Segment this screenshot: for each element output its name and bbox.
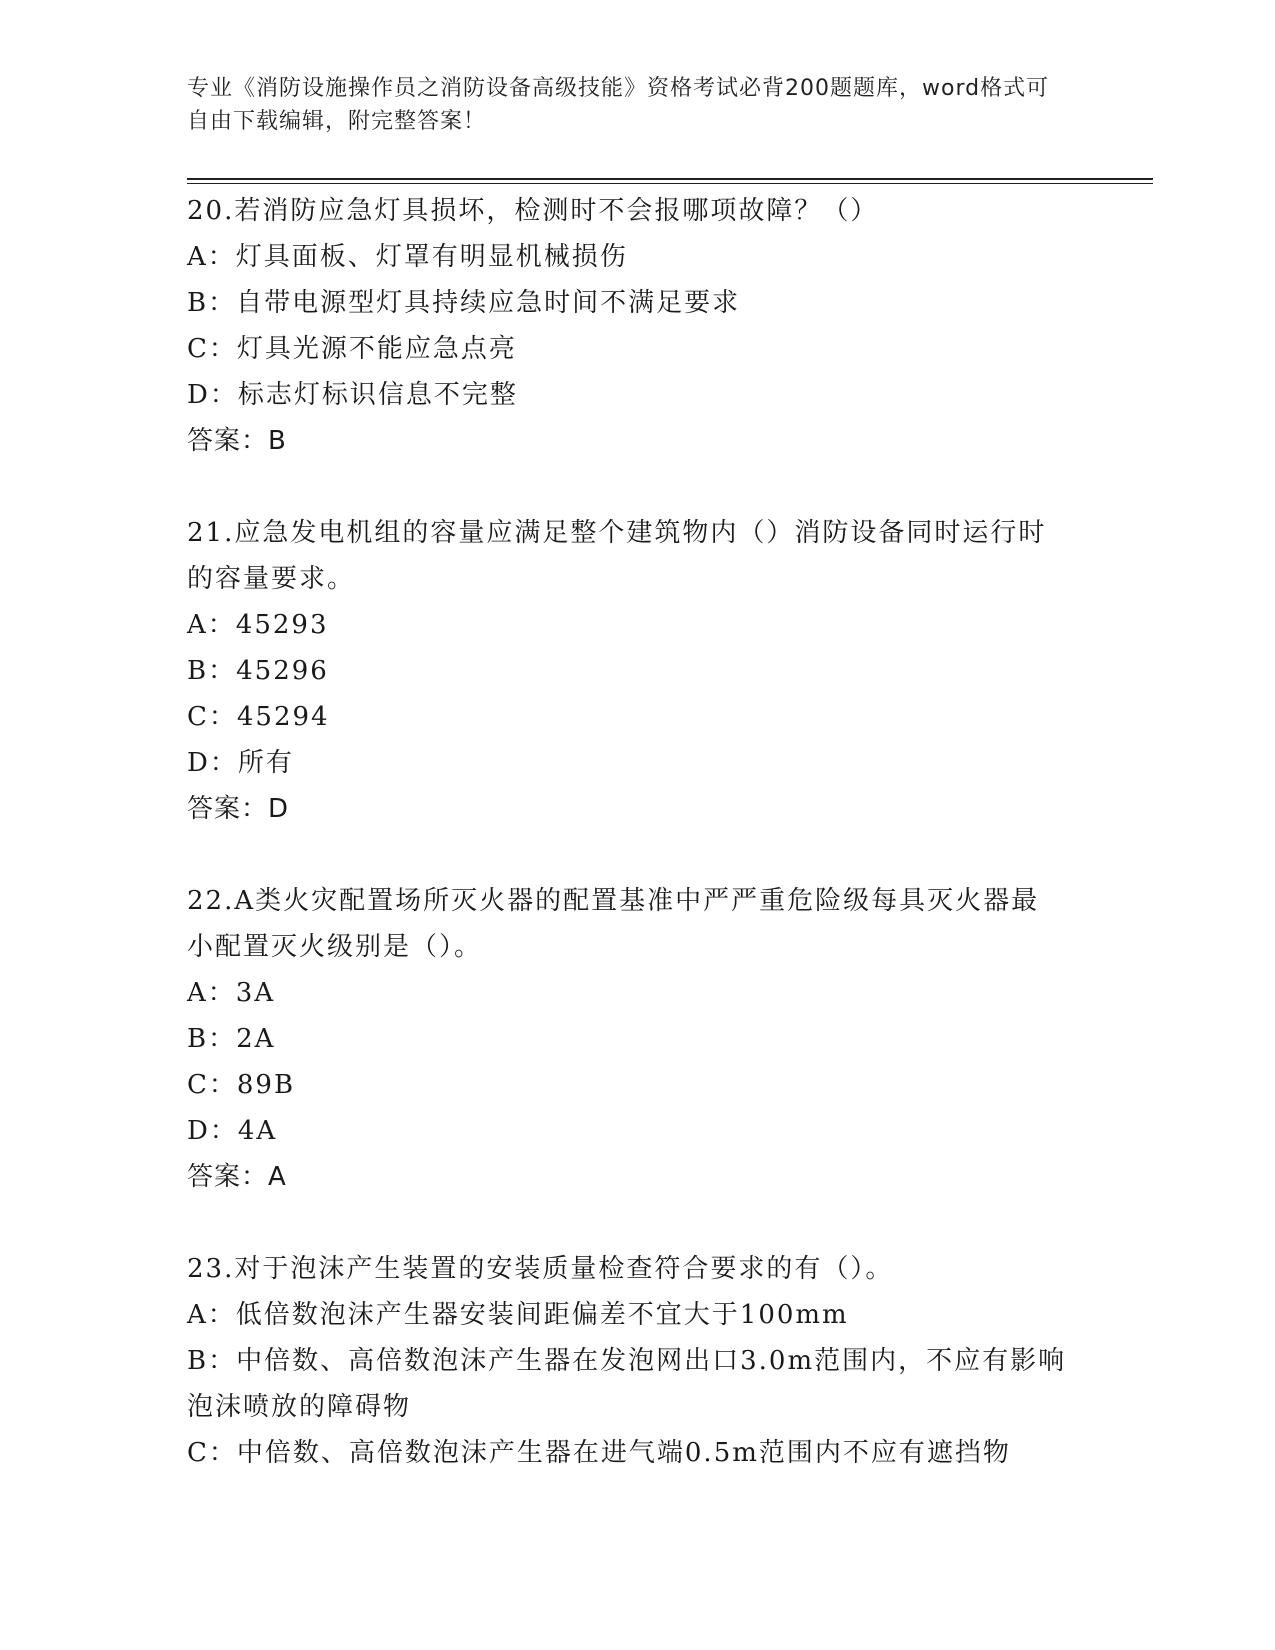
option-b: B：2A [187,1024,276,1054]
option-c: C：灯具光源不能应急点亮 [187,334,517,364]
option-c: C：45294 [187,702,330,732]
document-header: 专业《消防设施操作员之消防设备高级技能》资格考试必背200题题库，word格式可自由下载编辑，附完整答案！ [187,76,1050,134]
question-21 [187,510,1087,832]
header-rule-thick [187,178,1153,180]
option-d: D：所有 [187,748,294,778]
question-20 [187,188,1087,464]
option-b: B：45296 [187,656,329,686]
option-d: D：标志灯标识信息不完整 [187,380,518,410]
header-rule-thin [187,183,1153,184]
question-list [187,188,1087,1522]
option-a: A：3A [187,978,276,1008]
option-b: B：自带电源型灯具持续应急时间不满足要求 [187,288,741,318]
option-c: C：中倍数、高倍数泡沫产生器在进气端0.5m范围内不应有遮挡物 [187,1438,1011,1468]
answer-label: 答案：B [187,426,287,456]
option-b: B：中倍数、高倍数泡沫产生器在发泡网出口3.0m范围内，不应有影响泡沫喷放的障碍物 [187,1346,1067,1422]
option-a: A：45293 [187,610,329,640]
question-22 [187,878,1087,1200]
question-stem: 20.若消防应急灯具损坏，检测时不会报哪项故障？（） [187,196,879,226]
question-stem: 23.对于泡沫产生装置的安装质量检查符合要求的有（）。 [187,1254,894,1284]
option-d: D：4A [187,1116,278,1146]
answer-label: 答案：D [187,794,290,824]
question-stem: 21.应急发电机组的容量应满足整个建筑物内（）消防设备同时运行时的容量要求。 [187,518,1047,594]
option-c: C：89B [187,1070,296,1100]
option-a: A：灯具面板、灯罩有明显机械损伤 [187,242,628,272]
question-stem: 22.A类火灾配置场所灭火器的配置基准中严严重危险级每具灭火器最小配置灭火级别是（）。 [187,886,1040,962]
question-23 [187,1246,1087,1476]
option-a: A：低倍数泡沫产生器安装间距偏差不宜大于100mm [187,1300,849,1330]
answer-label: 答案：A [187,1162,287,1192]
